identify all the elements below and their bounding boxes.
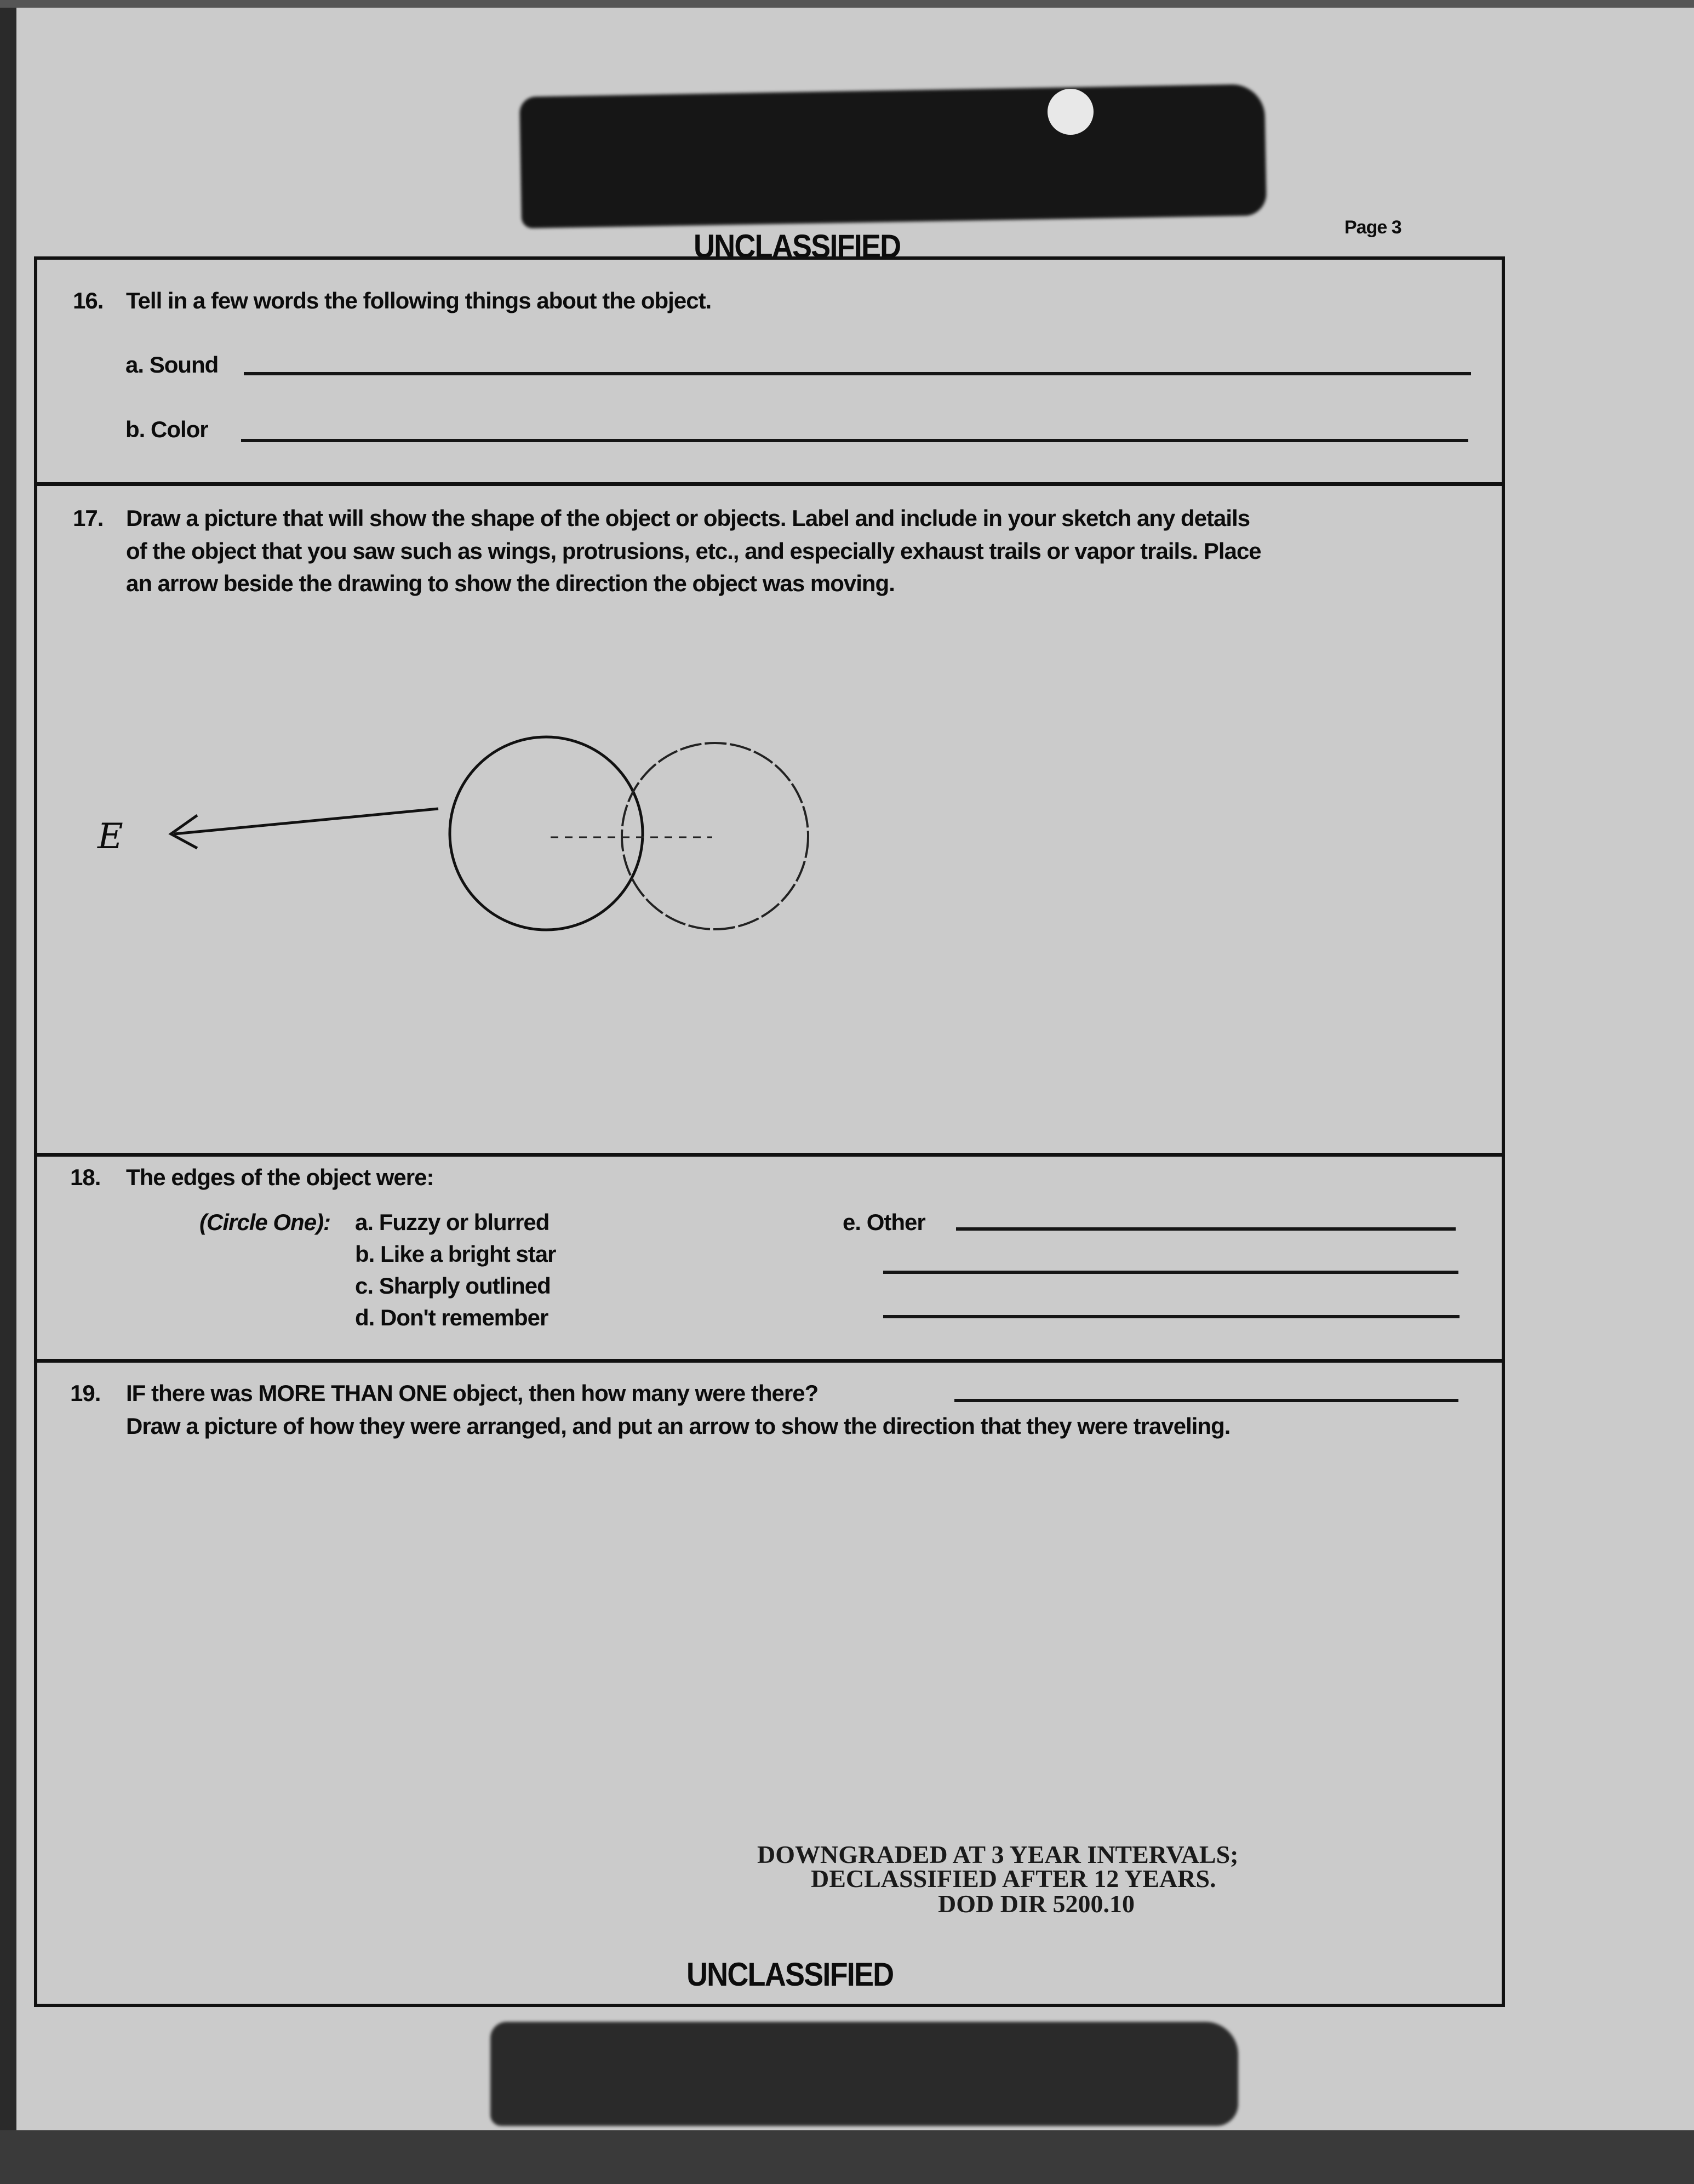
- q18-other-field-line-3[interactable]: [883, 1315, 1460, 1318]
- q18-option-d[interactable]: d. Don't remember: [355, 1305, 548, 1330]
- bottom-classification: UNCLASSIFIED: [686, 1956, 894, 1993]
- page-number: Page 3: [1344, 217, 1401, 238]
- q19-count-field[interactable]: [954, 1399, 1458, 1402]
- bottom-redaction: [490, 2022, 1238, 2126]
- downgrade-stamp-line-3: DOD DIR 5200.10: [938, 1890, 1135, 1918]
- q18-text: The edges of the object were:: [126, 1164, 434, 1190]
- q18-number: 18.: [70, 1164, 101, 1190]
- q18-option-a[interactable]: a. Fuzzy or blurred: [355, 1209, 550, 1235]
- q17-line-3: an arrow beside the drawing to show the direction the object was moving.: [126, 570, 895, 596]
- sketch-circle-right: [622, 743, 808, 929]
- q17-number: 17.: [73, 505, 104, 531]
- q18-option-b[interactable]: b. Like a bright star: [355, 1241, 556, 1267]
- q18-other-field[interactable]: [956, 1227, 1456, 1231]
- sketch-direction-arrow: [174, 809, 438, 834]
- q18-instruction: (Circle One):: [199, 1209, 331, 1235]
- q17-line-1: Draw a picture that will show the shape of the object or objects. Label and include in your sketch any details: [126, 505, 1250, 531]
- downgrade-stamp-line-1: DOWNGRADED AT 3 YEAR INTERVALS;: [757, 1840, 1239, 1868]
- q19-line-1: IF there was MORE THAN ONE object, then how many were there?: [126, 1380, 819, 1406]
- q19-number: 19.: [70, 1380, 101, 1406]
- downgrade-stamp-line-2: DECLASSIFIED AFTER 12 YEARS.: [811, 1865, 1216, 1893]
- q16-text: Tell in a few words the following things about the object.: [126, 288, 712, 313]
- q16-color-label: b. Color: [125, 416, 208, 442]
- q19-line-2: Draw a picture of how they were arranged, and put an arrow to show the direction that they were traveling.: [126, 1413, 1231, 1439]
- sketch-circle-left: [450, 737, 643, 930]
- q18-other-field-line-2[interactable]: [883, 1271, 1458, 1274]
- q17-line-2: of the object that you saw such as wings, protrusions, etc., and especially exhaust trails or vapor trails. Place: [126, 538, 1261, 564]
- top-classification: UNCLASSIFIED: [693, 228, 901, 265]
- q18-option-c[interactable]: c. Sharply outlined: [355, 1273, 551, 1299]
- q18-other-label: e. Other: [843, 1209, 925, 1235]
- q16-number: 16.: [73, 288, 104, 313]
- sketch-direction-label: E: [98, 816, 123, 857]
- q16-sound-label: a. Sound: [125, 352, 219, 378]
